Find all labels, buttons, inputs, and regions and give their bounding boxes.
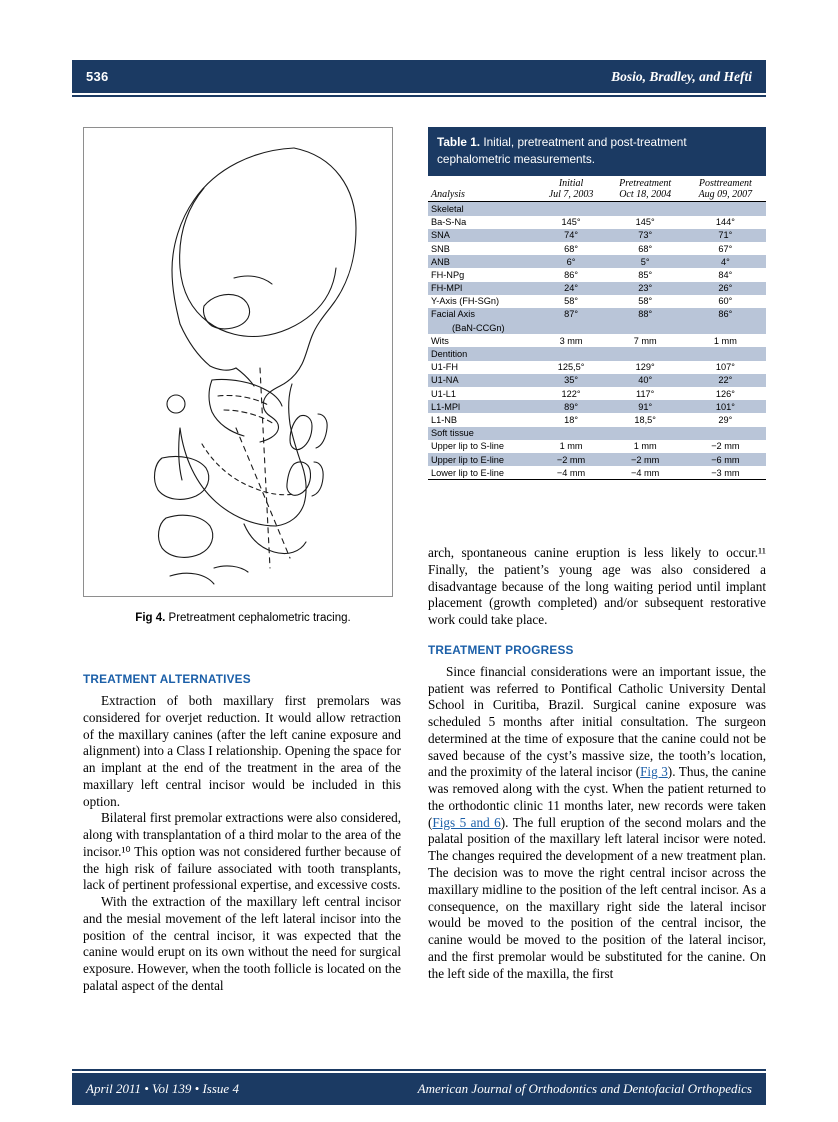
row-value: 26°	[685, 282, 766, 295]
row-value: −2 mm	[606, 453, 685, 466]
row-value: 18°	[564, 414, 578, 425]
row-value: 73°	[606, 229, 685, 242]
row-value: 22°	[685, 374, 766, 387]
table-section-row	[428, 427, 766, 440]
figure-caption-text: Pretreatment cephalometric tracing.	[168, 612, 351, 624]
table-block	[428, 127, 766, 480]
section-label-soft-tissue: Soft tissue	[428, 427, 766, 440]
right-text-column	[428, 545, 766, 982]
row-label: L1-NB	[431, 414, 458, 425]
row-value: 91°	[606, 400, 685, 413]
paragraph-continued: arch, spontaneous canine eruption is less likely to occur.¹¹ Finally, the patient’s young age was also considered a disadvantage because of the long waiting period until implant placement (growth completed) and/or subsequent restorative work could take place.	[428, 545, 766, 628]
col-header-initial-line2: Jul 7, 2003	[548, 188, 594, 200]
row-value: 126°	[715, 388, 735, 399]
table-title	[428, 127, 766, 176]
footer-issue: April 2011 • Vol 139 • Issue 4	[86, 1081, 239, 1096]
table-row	[428, 374, 766, 387]
row-value: −6 mm	[685, 453, 766, 466]
row-label: U1-FH	[431, 362, 459, 373]
table-row	[428, 295, 766, 308]
section-label-skeletal: Skeletal	[428, 202, 766, 216]
row-value: −4 mm	[606, 466, 685, 480]
xref-figs5-6-link[interactable]: Figs 5 and 6	[432, 814, 501, 830]
row-value	[606, 321, 685, 334]
table-row	[428, 413, 766, 426]
table-row	[428, 440, 766, 453]
table-row	[428, 387, 766, 400]
row-value: 58°	[564, 296, 578, 307]
row-value: 35°	[536, 374, 605, 387]
page-footer	[72, 1073, 766, 1105]
row-value: 3 mm	[559, 335, 583, 346]
row-label: Y-Axis (FH-SGn)	[431, 296, 500, 307]
row-label: U1-NA	[428, 374, 536, 387]
row-label: U1-L1	[431, 388, 457, 399]
row-value: 86°	[564, 269, 578, 280]
page-header	[72, 60, 766, 93]
paragraph: With the extraction of the maxillary left central incisor and the mesial movement of the left lateral incisor into the position of the central incisor, it was expected that the canine would erupt on its own without the need for surgical exposure. However, when the tooth follicle is located on the palatal aspect of the dental	[83, 894, 401, 994]
table-header-row	[428, 176, 766, 202]
col-header-posttreatment-line2: Aug 09, 2007	[698, 188, 753, 200]
table-row	[428, 453, 766, 466]
spacer	[428, 629, 766, 643]
col-header-pretreatment-line1: Pretreatment	[619, 177, 672, 189]
table-row	[428, 255, 766, 268]
row-value: 101°	[685, 400, 766, 413]
row-label: Upper lip to S-line	[431, 441, 505, 452]
figure-label: Fig 4.	[135, 612, 166, 624]
row-value: 86°	[685, 308, 766, 321]
row-value: −3 mm	[685, 466, 766, 480]
row-value: 85°	[638, 269, 653, 280]
paragraph	[428, 664, 766, 983]
row-value: 144°	[715, 217, 735, 228]
heading-treatment-progress: TREATMENT PROGRESS	[428, 642, 574, 657]
row-label: SNA	[428, 229, 536, 242]
table-section-row	[428, 202, 766, 216]
table-label: Table 1.	[437, 135, 481, 149]
row-value: 68°	[638, 243, 653, 254]
col-header-posttreatment	[685, 176, 766, 202]
table-row	[428, 308, 766, 321]
figure-caption	[83, 612, 403, 624]
cephalometric-tracing-drawing	[84, 128, 392, 596]
row-label: (BaN-CCGn)	[428, 321, 536, 334]
row-value	[536, 321, 605, 334]
row-value: 71°	[685, 229, 766, 242]
col-header-initial	[536, 176, 605, 202]
row-value: 6°	[536, 255, 605, 268]
row-label: Wits	[431, 335, 449, 346]
row-label: Lower lip to E-line	[428, 466, 536, 480]
row-value: 117°	[636, 388, 655, 399]
row-value: 4°	[685, 255, 766, 268]
row-value: −2 mm	[711, 441, 740, 452]
paragraph: Extraction of both maxillary first premolars was considered for overjet reduction. It would allow retraction of the maxillary canines (after the left canine exposure and alignment) into a Class I relationship. Opening the space for an implant at the end of the treatment in the area of the maxillary left central incisor would be included in this option.	[83, 693, 401, 809]
table-row	[428, 361, 766, 374]
col-header-analysis: Analysis	[428, 176, 536, 202]
row-value: 1 mm	[713, 335, 737, 346]
footer-journal-name: American Journal of Orthodontics and Dentofacial Orthopedics	[417, 1081, 752, 1096]
xref-fig3-link[interactable]: Fig 3	[640, 764, 668, 780]
row-value: 67°	[718, 243, 733, 254]
row-value: 1 mm	[559, 441, 583, 452]
paragraph-part: Since financial considerations were an important issue, the patient was referred to Pontifical Catholic University Dental School in Curitiba, Brazil. Surgical canine exposure was scheduled 5 months after initial consultation. The surgeon determined at the time of exposure that the canine could not be saved because of the cyst’s massive size, the tooth’s location, and the proximity of the lateral incisor (	[428, 663, 766, 780]
table-row	[428, 400, 766, 413]
row-label: Facial Axis	[428, 308, 536, 321]
table-row	[428, 216, 766, 229]
row-value: 58°	[638, 296, 653, 307]
row-value: 84°	[718, 269, 733, 280]
row-value: 18,5°	[634, 414, 656, 425]
row-value: −4 mm	[536, 466, 605, 480]
row-value: 60°	[718, 296, 733, 307]
col-header-pretreatment-line2: Oct 18, 2004	[619, 188, 672, 200]
cephalometric-measurements-table	[428, 176, 766, 480]
row-value: 145°	[635, 217, 655, 228]
row-value: 145°	[561, 217, 581, 228]
header-authors: Bosio, Bradley, and Hefti	[611, 68, 752, 84]
table-row	[428, 466, 766, 480]
section-label-dentition: Dentition	[428, 347, 766, 360]
row-value: 40°	[606, 374, 685, 387]
figure-cephalometric-tracing	[83, 127, 393, 597]
footer-rule	[72, 1069, 766, 1071]
heading-treatment-alternatives: TREATMENT ALTERNATIVES	[83, 672, 251, 686]
row-label: SNB	[431, 243, 450, 254]
row-value: 29°	[718, 414, 733, 425]
paragraph-part: ). Thus, the canine was removed along with the cyst. When the patient returned to the orthodontic clinic 11 months later, new records were taken (	[428, 764, 766, 830]
table-row	[428, 334, 766, 347]
paragraph-part: ). The full eruption of the second molars and the palatal position of the maxillary left lateral incisor were noted. The changes required the development of a new treatment plan. The decision was to move the right central incisor across the maxillary midline to the position of the left central incisor. As a consequence, on the maxillary right side the lateral incisor would be moved to the position of the central incisor, the canine would be moved to the position of the lateral incisor, and the first premolar would be substituted for the canine. On the left side of the maxilla, the first	[428, 814, 766, 981]
row-value: 68°	[564, 243, 578, 254]
row-value: 89°	[536, 400, 605, 413]
row-value: 88°	[606, 308, 685, 321]
header-rule	[72, 95, 766, 97]
paragraph: Bilateral first premolar extractions were also considered, along with transplantation of a third molar to the area of the incisor.¹⁰ This option was not considered further because of the high risk of failure associated with tooth transplants, lack of pertinent professional expertise, and excessive costs.	[83, 810, 401, 893]
left-text-column	[83, 672, 401, 995]
table-row	[428, 282, 766, 295]
row-value: 23°	[606, 282, 685, 295]
row-value: 74°	[536, 229, 605, 242]
table-row	[428, 229, 766, 242]
row-value: 87°	[536, 308, 605, 321]
row-label: Ba-S-Na	[431, 217, 467, 228]
row-label: Upper lip to E-line	[428, 453, 536, 466]
header-page-number: 536	[86, 69, 109, 84]
row-value: 122°	[561, 388, 581, 399]
row-label: FH-MPl	[428, 282, 536, 295]
row-value: 5°	[606, 255, 685, 268]
table-row	[428, 268, 766, 281]
row-value: 24°	[536, 282, 605, 295]
row-value: 125,5°	[557, 362, 585, 373]
row-value: 107°	[715, 362, 735, 373]
row-value	[685, 321, 766, 334]
table-row	[428, 242, 766, 255]
row-label: ANB	[428, 255, 536, 268]
row-label: L1-MPl	[428, 400, 536, 413]
row-value: 1 mm	[633, 441, 657, 452]
table-row	[428, 321, 766, 334]
table-title-text: Initial, pretreatment and post-treatment cephalometric measurements.	[437, 135, 687, 167]
col-header-initial-line1: Initial	[558, 177, 584, 189]
row-value: −2 mm	[536, 453, 605, 466]
col-header-posttreatment-line1: Posttreament	[698, 177, 752, 189]
row-value: 129°	[635, 362, 655, 373]
row-label: FH-NPg	[431, 269, 465, 280]
col-header-pretreatment	[606, 176, 685, 202]
table-section-row	[428, 347, 766, 360]
row-value: 7 mm	[633, 335, 657, 346]
